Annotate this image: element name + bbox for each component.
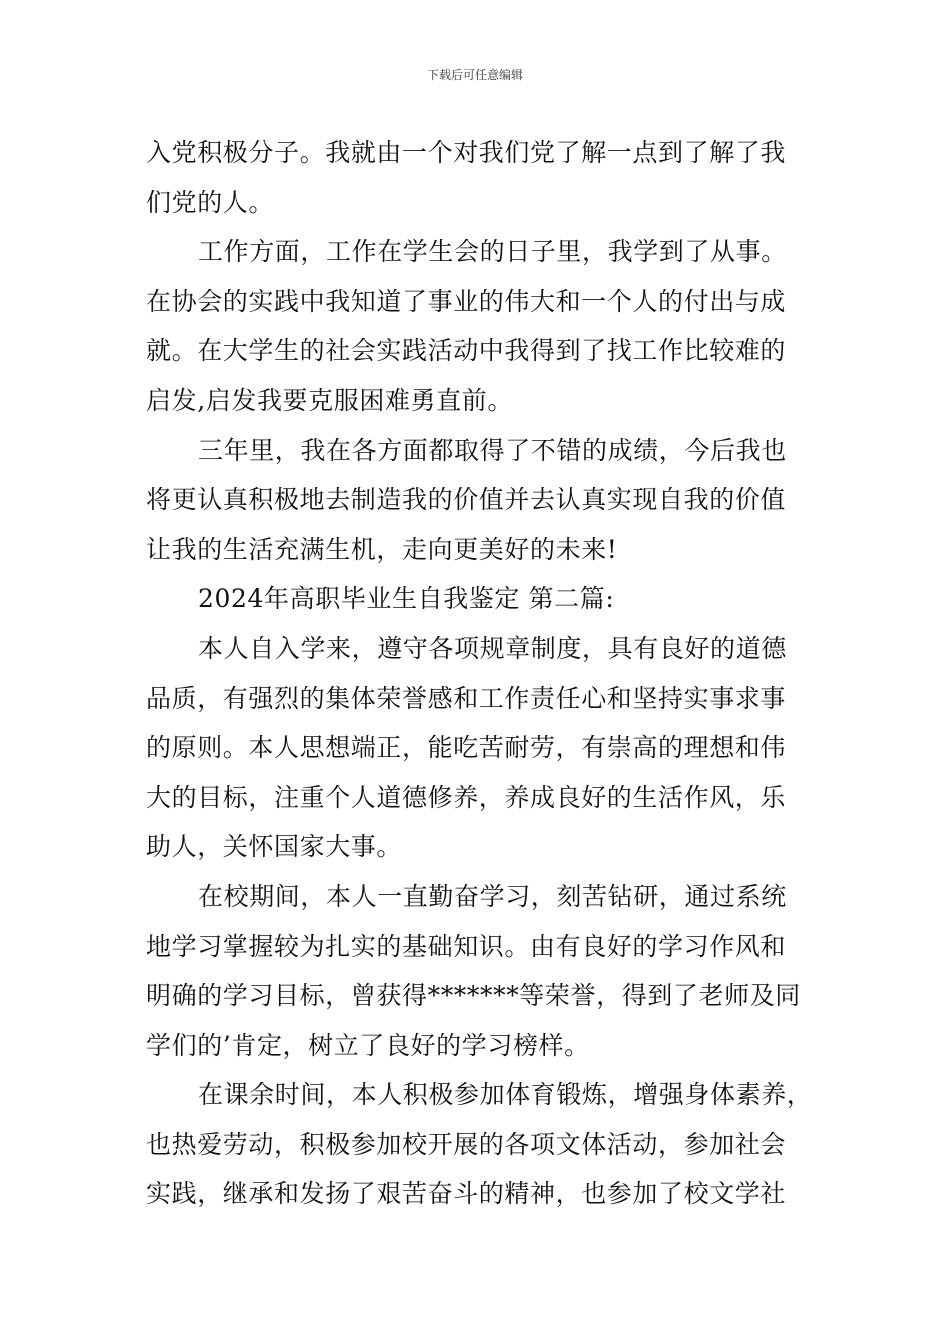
text-line: 们党的人。 [146, 187, 275, 217]
text-line: 明确的学习目标，曾获得*******等荣誉，得到了老师及同 [146, 981, 801, 1011]
text-line: 在协会的实践中我知道了事业的伟大和一个人的付出与成 [146, 286, 787, 316]
document-body [146, 128, 816, 1219]
text-line: 地学习掌握较为扎实的基础知识。由有良好的学习作风和 [146, 931, 787, 961]
text-line: 的原则。本人思想端正，能吃苦耐劳，有崇高的理想和伟 [146, 733, 787, 763]
text-line: 学们的’肯定，树立了良好的学习榜样。 [146, 1030, 590, 1060]
text-line: 在课余时间，本人积极参加体育锻炼，增强身体素养， [198, 1080, 813, 1110]
text-line: 启发,启发我要克服困难勇直前。 [146, 385, 513, 415]
text-line: 2024年高职毕业生自我鉴定 第二篇: [198, 584, 615, 614]
text-line: 入党积极分子。我就由一个对我们党了解一点到了解了我 [146, 138, 787, 167]
text-line: 也热爱劳动，积极参加校开展的各项文体活动，参加社会 [146, 1129, 787, 1159]
text-line: 本人自入学来，遵守各项规章制度，具有良好的道德 [198, 633, 787, 663]
text-line: 让我的生活充满生机，走向更美好的未来! [146, 534, 618, 564]
text-line: 助人，关怀国家大事。 [146, 832, 403, 862]
header-note: 下载后可任意编辑 [426, 68, 523, 82]
text-line: 大的目标，注重个人道德修养，养成良好的生活作风，乐 [146, 782, 787, 812]
text-line: 就。在大学生的社会实践活动中我得到了找工作比较难的 [146, 336, 787, 366]
text-line: 在校期间，本人一直勤奋学习，刻苦钻研，通过系统 [198, 881, 787, 911]
text-line: 工作方面，工作在学生会的日子里，我学到了从事。 [198, 237, 787, 267]
text-line: 将更认真积极地去制造我的价值并去认真实现自我的价值 [146, 485, 787, 515]
text-line: 实践，继承和发扬了艰苦奋斗的精神，也参加了校文学社 [146, 1179, 787, 1209]
text-line: 品质，有强烈的集体荣誉感和工作责任心和坚持实事求事 [146, 683, 787, 713]
text-line: 三年里，我在各方面都取得了不错的成绩，今后我也 [198, 435, 787, 465]
